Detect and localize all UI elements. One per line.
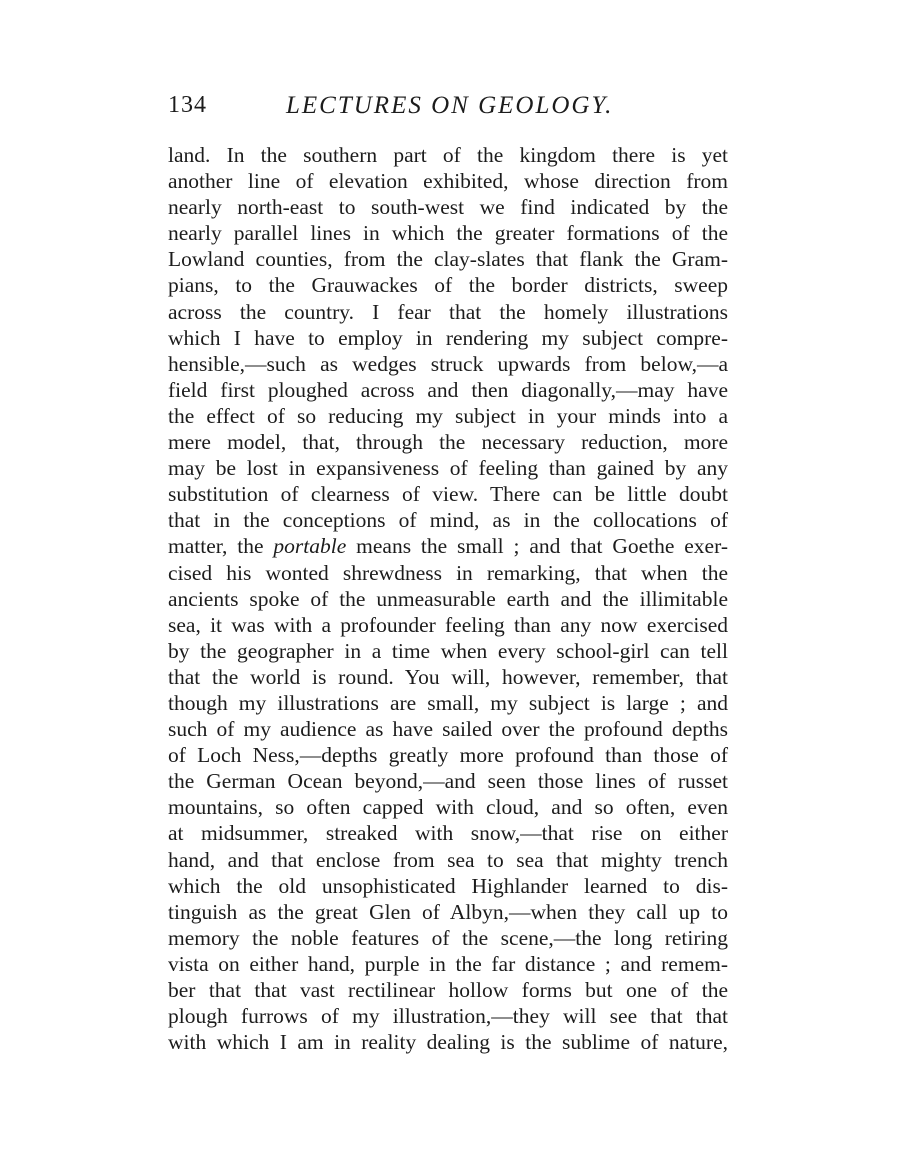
text-line: field first ploughed across and then diagonally,—may have (168, 377, 728, 402)
text-line: sea, it was with a profounder feeling than any now exercised (168, 612, 728, 637)
text-line: mere model, that, through the necessary reduction, more (168, 430, 728, 455)
text-line: cised his wonted shrewdness in remarking, that when the (168, 560, 728, 585)
page-number: 134 (168, 92, 207, 118)
text-line: ber that that vast rectilinear hollow forms but one of the (168, 978, 728, 1002)
text-line: which I have to employ in rendering my subject compre- (168, 325, 728, 350)
text-line: vista on either hand, purple in the far distance ; and remem- (168, 951, 728, 976)
text-segment: matter, the (168, 534, 274, 559)
text-line: which the old unsophisticated Highlander learned to dis- (168, 873, 728, 898)
text-line: Lowland counties, from the clay-slates that flank the Gram- (168, 247, 728, 272)
text-line: mountains, so often capped with cloud, and so often, even (168, 795, 728, 820)
text-line: another line of elevation exhibited, whose direction from (168, 169, 728, 194)
text-line: tinguish as the great Glen of Albyn,—when they call up to (168, 899, 728, 924)
text-line: though my illustrations are small, my subject is large ; and (168, 690, 728, 715)
text-line: such of my audience as have sailed over the profound depths (168, 717, 728, 742)
text-line: substitution of clearness of view. There can be little doubt (168, 482, 728, 507)
text-line: the German Ocean beyond,—and seen those lines of russet (168, 769, 728, 794)
text-line-with-italic (168, 533, 728, 559)
text-line: plough furrows of my illustration,—they will see that that (168, 1004, 728, 1029)
text-line: across the country. I fear that the homely illustrations (168, 299, 728, 324)
running-title: LECTURES ON GEOLOGY. (286, 92, 614, 119)
text-line: by the geographer in a time when every school-girl can tell (168, 638, 728, 663)
italic-word: portable (273, 534, 347, 559)
text-line: memory the noble features of the scene,—the long retiring (168, 925, 728, 950)
text-line: that the world is round. You will, however, remember, that (168, 664, 728, 689)
page-header (168, 92, 728, 126)
text-line: land. In the southern part of the kingdom there is yet (168, 143, 728, 167)
text-line: nearly north-east to south-west we find indicated by the (168, 195, 728, 220)
text-line: at midsummer, streaked with snow,—that rise on either (168, 821, 728, 846)
text-line: hand, and that enclose from sea to sea that mighty trench (168, 847, 728, 872)
text-line: nearly parallel lines in which the greater formations of the (168, 221, 728, 246)
text-line: hensible,—such as wedges struck upwards from below,—a (168, 351, 728, 376)
text-line: that in the conceptions of mind, as in the collocations of (168, 508, 728, 533)
text-line: may be lost in expansiveness of feeling than gained by any (168, 456, 728, 481)
text-segment: means the small ; and that Goethe exer- (346, 534, 728, 559)
text-line: the effect of so reducing my subject in your minds into a (168, 403, 728, 428)
text-line: with which I am in reality dealing is the sublime of nature, (168, 1030, 728, 1055)
body-text (168, 142, 728, 1055)
text-line: ancients spoke of the unmeasurable earth and the illimitable (168, 586, 728, 611)
text-line: of Loch Ness,—depths greatly more profound than those of (168, 743, 728, 768)
text-line: pians, to the Grauwackes of the border districts, sweep (168, 273, 728, 298)
